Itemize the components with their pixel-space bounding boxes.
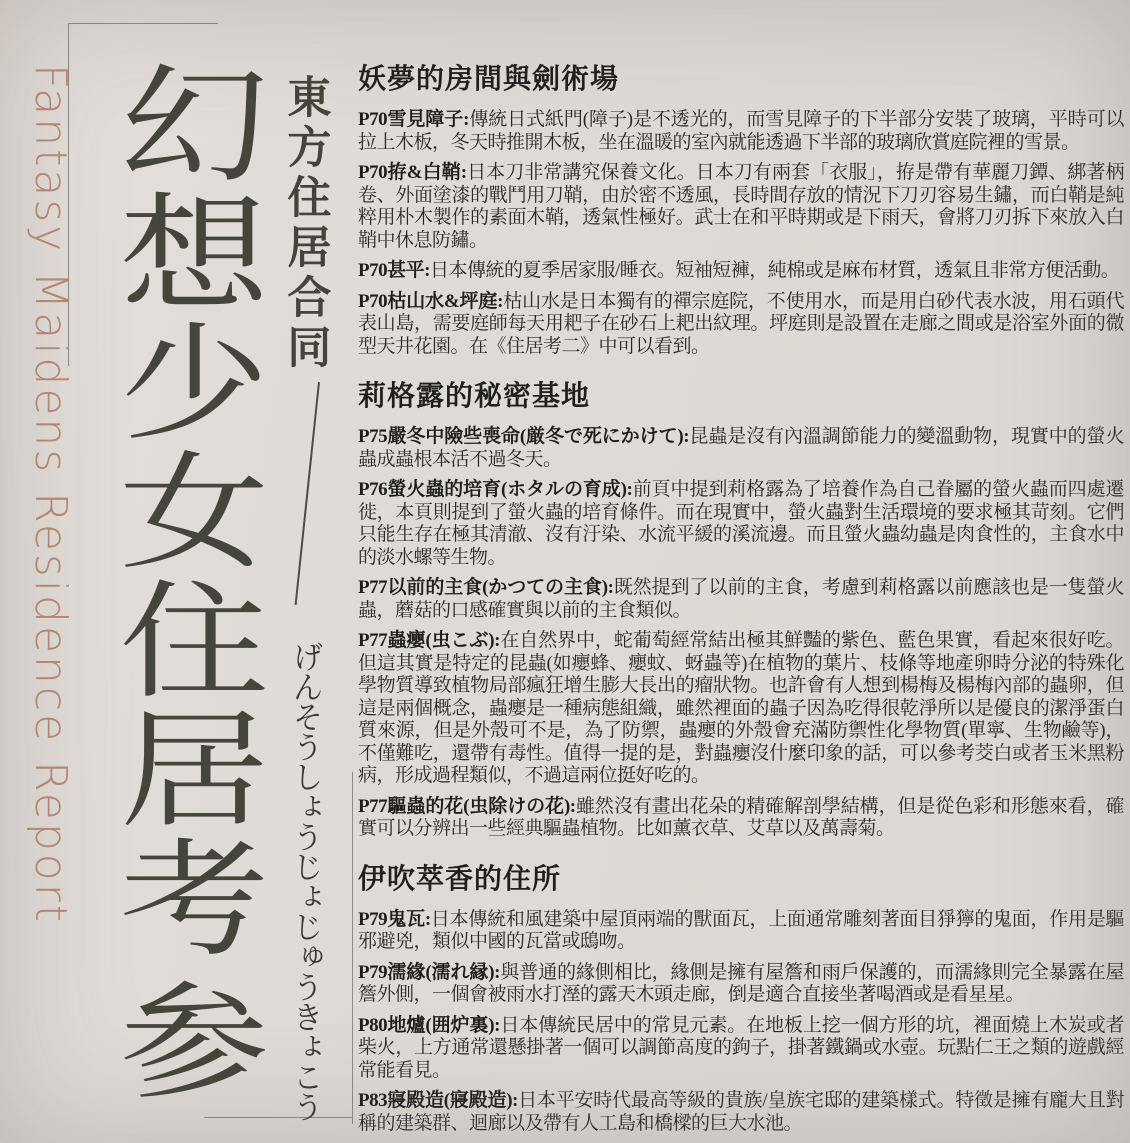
entry-body: 日本傳統和風建築中屋頂兩端的獸面瓦，上面通常雕刻著面目猙獰的鬼面，作用是驅邪避兇，類似中國的瓦當或鴟吻。	[358, 908, 1124, 952]
corner-rule-bottom-horizontal	[204, 1117, 353, 1118]
entry-lead: P70甚平:	[358, 260, 430, 281]
entry-lead: P75嚴冬中險些喪命(厳冬で死にかけて):	[358, 426, 690, 447]
corner-rule-bottom-vertical	[352, 772, 353, 1124]
content-section	[358, 374, 1124, 841]
section-entries	[358, 426, 1124, 841]
entry-lead: P83寢殿造(寢殿造):	[358, 1090, 518, 1111]
vertical-dash-rule	[295, 382, 320, 605]
entry-paragraph	[358, 109, 1124, 154]
entry-body: 昆蟲是沒有內溫調節能力的變溫動物，現實中的螢火蟲成蟲根本活不過冬天。	[358, 426, 1124, 470]
entry-lead: P77驅蟲的花(虫除けの花):	[358, 795, 576, 817]
section-heading: 伊吹萃香的住所	[358, 863, 562, 895]
section-entries	[358, 109, 1124, 358]
series-label: 東方住居合同	[280, 74, 330, 374]
content-column	[358, 57, 1124, 1135]
entry-body: 雖然沒有畫出花朵的精確解剖學結構，但是從色彩和形態來看，確實可以分辨出一些經典驅蟲植物。比如薰衣草、艾草以及萬壽菊。	[358, 795, 1124, 839]
entry-lead: P79濡緣(濡れ縁):	[358, 961, 500, 983]
section-entries	[358, 909, 1124, 1136]
entry-paragraph	[358, 909, 1124, 954]
entry-lead: P80地爐(囲炉裏):	[358, 1014, 500, 1036]
entry-body: 日本傳統的夏季居家服/睡衣。短袖短褲，純棉或是麻布材質，透氣且非常方便活動。	[429, 260, 1120, 281]
main-title-text: 幻想少女住居考	[97, 58, 263, 961]
volume-number: 参	[97, 975, 263, 1104]
entry-lead: P76螢火蟲的培育(ホタルの育成):	[358, 479, 633, 500]
section-heading: 妖夢的房間與劍術場	[358, 64, 620, 95]
entry-paragraph	[358, 962, 1124, 1007]
entry-body: 日本傳統民居中的常見元素。在地板上挖一個方形的坑，裡面燒上木炭或者柴火，上方通常還懸掛著一個可以調節高度的鉤子，掛著鐵鍋或水壺。玩點仁王之類的遊戲經常能看見。	[358, 1014, 1124, 1081]
entry-lead: P79鬼瓦:	[358, 908, 431, 930]
entry-body: 前頁中提到莉格露為了培養作為自己眷屬的螢火蟲而四處遷徙，本頁則提到了螢火蟲的培育條件。而在現實中，螢火蟲對生活環境的要求極其苛刻。它們只能生存在極其清澈、沒有汙染、水流平緩的溪流邊。而且螢火蟲幼蟲是肉食性的，主食水中的淡水螺等生物。	[358, 479, 1124, 568]
entry-paragraph	[358, 796, 1124, 841]
entry-body: 既然提到了以前的主食，考慮到莉格露以前應該也是一隻螢火蟲，蘑菇的口感確實與以前的主食類似。	[358, 577, 1124, 621]
entry-paragraph	[358, 291, 1124, 359]
entry-paragraph	[358, 260, 1124, 283]
entry-paragraph	[358, 1015, 1124, 1083]
entry-body: 在自然界中，蛇葡萄經常結出極其鮮豔的紫色、藍色果實，看起來很好吃。但這其實是特定的昆蟲(如癭蜂、癭蚊、蚜蟲等)在植物的葉片、枝條等地產卵時分泌的特殊化學物質導致植物局部瘋狂增生膨大長出的瘤狀物。也許會有人想到楊梅及楊梅內部的蟲卵，但這是兩個概念，蟲癭是一種病態組織，雖然裡面的蟲子因為吃得很乾淨所以是優良的潔淨蛋白質來源，但是外殼可不是，為了防禦，蟲癭的外殼會充滿防禦性化學物質(單寧、生物鹼等)，不僅難吃，還帶有毒性。值得一提的是，對蟲癭沒什麼印象的話，可以參考茭白或者玉米黑粉病，形成過程類似，不過這兩位挺好吃的。	[358, 630, 1124, 786]
entry-lead: P77以前的主食(かつての主食):	[358, 577, 614, 598]
main-title-kanji	[97, 58, 263, 1104]
entry-body: 與普通的緣側相比，緣側是擁有屋簷和雨戶保護的，而濡緣則完全暴露在屋簷外側，一個會被雨水打溼的露天木頭走廊，倒是適合直接坐著喝酒或是看星星。	[358, 961, 1124, 1005]
series-english-title: Fantasy Maidens Residence Report	[25, 64, 76, 926]
content-section	[358, 857, 1124, 1136]
entry-paragraph	[358, 577, 1124, 622]
entry-lead: P77蟲癭(虫こぶ):	[358, 630, 500, 651]
section-heading: 莉格露的秘密基地	[358, 381, 591, 412]
entry-body: 日本平安時代最高等級的貴族/皇族宅邸的建築樣式。特徵是擁有龐大且對稱的建築群、迴廊以及帶有人工島和橋樑的巨大水池。	[358, 1090, 1124, 1134]
entry-lead: P70雪見障子:	[358, 109, 469, 130]
entry-paragraph	[358, 162, 1124, 252]
entry-paragraph	[358, 630, 1124, 788]
entry-paragraph	[358, 479, 1124, 569]
entry-lead: P70拵&白鞘:	[358, 162, 467, 183]
entry-paragraph	[358, 1090, 1124, 1135]
entry-lead: P70枯山水&坪庭:	[358, 290, 503, 312]
corner-rule-top-horizontal	[68, 23, 218, 24]
entry-body: 傳統日式紙門(障子)是不透光的，而雪見障子的下半部分安裝了玻璃，平時可以拉上木板，冬天時推開木板，坐在溫暖的室內就能透過下半部的玻璃欣賞庭院裡的雪景。	[358, 109, 1124, 153]
entry-paragraph	[358, 426, 1124, 471]
entry-body: 日本刀非常講究保養文化。日本刀有兩套「衣服」，拵是帶有華麗刀鐔、綁著柄卷、外面塗漆的戰鬥用刀鞘，由於密不透風，長時間存放的情況下刀刃容易生鏽，而白鞘是純粹用朴木製作的素面木鞘，透氣性極好。武士在和平時期或是下雨天，會將刀刃拆下來放入白鞘中休息防鏽。	[358, 162, 1124, 251]
entry-body: 枯山水是日本獨有的禪宗庭院，不使用水，而是用白砂代表水波，用石頭代表山島，需要庭師每天用耙子在砂石上耙出紋理。坪庭則是設置在走廊之間或是浴室外面的微型天井花園。在《住居考二》中可以看到。	[358, 290, 1124, 357]
title-reading-hiragana: げんそうしょうじょじゅうきょこう	[287, 641, 323, 1121]
content-section	[358, 57, 1124, 358]
